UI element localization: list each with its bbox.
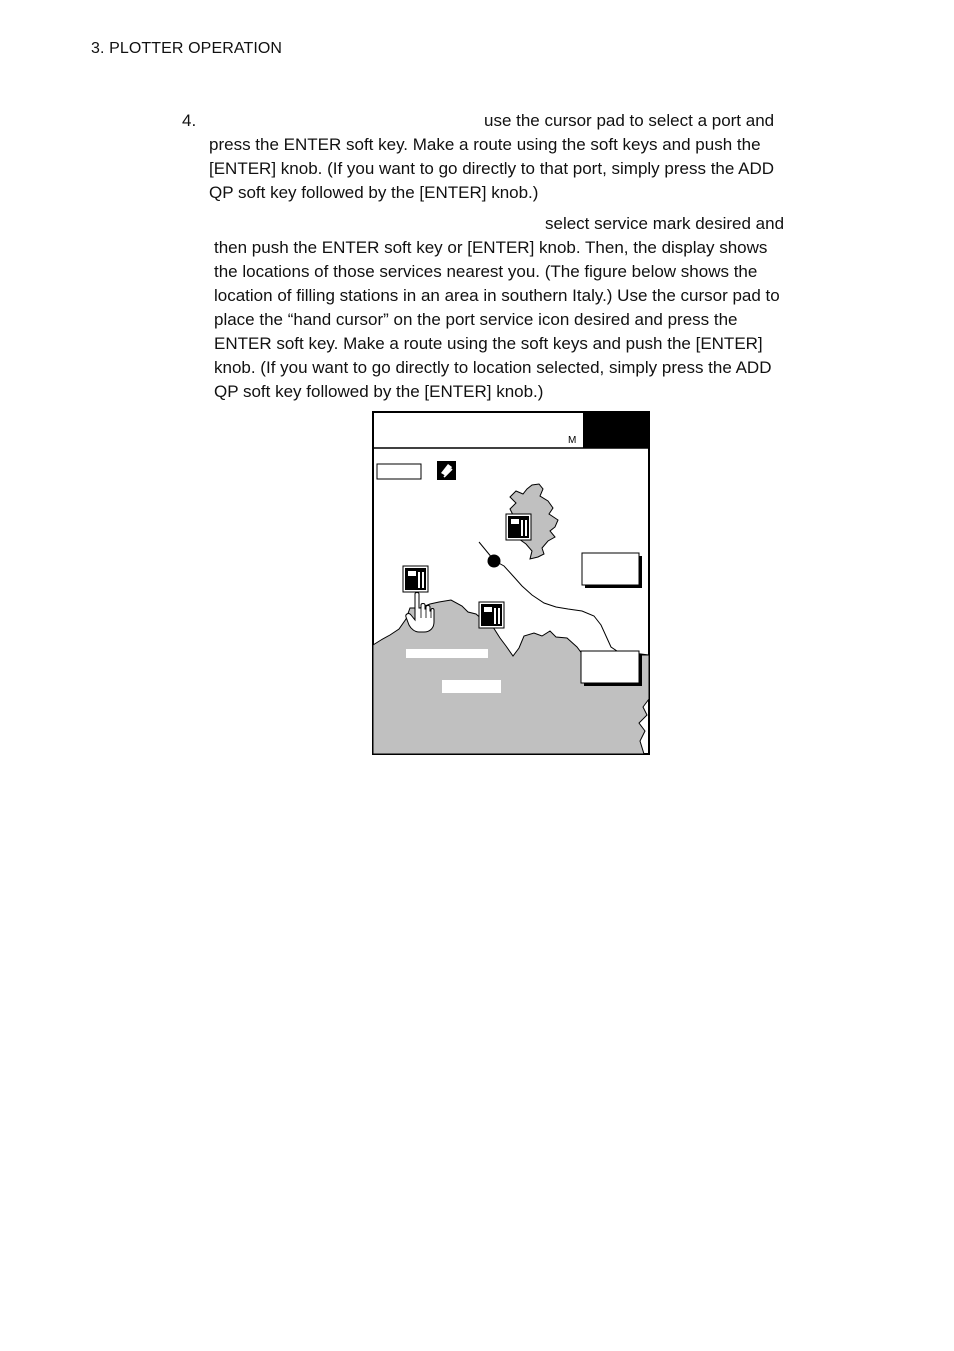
place-label-bar (442, 680, 501, 693)
info-box-upper (582, 553, 642, 588)
top-bar-black-box (583, 412, 649, 448)
port-services-figure (372, 411, 650, 755)
paragraph-line: ENTER soft key. Make a route using the soft keys and push the [ENTER] (214, 334, 763, 353)
paragraph-line: QP soft key followed by the [ENTER] knob.) (214, 382, 544, 401)
paragraph-line: then push the ENTER soft key or [ENTER] knob. Then, the display shows (214, 238, 768, 257)
top-bar-mark: M (568, 435, 577, 446)
paragraph-line: place the “hand cursor” on the port service icon desired and press the (214, 310, 738, 329)
fuel-pump-icon (506, 514, 531, 540)
step-paragraph-1 (209, 109, 774, 205)
blank-label-box (377, 464, 421, 479)
paragraph-line: select service mark desired and (545, 214, 785, 233)
running-header: 3. PLOTTER OPERATION (91, 40, 283, 57)
info-box-lower (581, 651, 642, 686)
paragraph-line: location of filling stations in an area in southern Italy.) Use the cursor pad to (214, 286, 780, 305)
chart-plotter-screen (372, 411, 650, 755)
step-paragraph-2 (214, 212, 784, 404)
paragraph-line: the locations of those services nearest you. (The figure below shows the (214, 262, 758, 281)
paragraph-line: press the ENTER soft key. Make a route using the soft keys and push the (209, 135, 761, 154)
paragraph-line: use the cursor pad to select a port and (484, 111, 775, 130)
paragraph-line: QP soft key followed by the [ENTER] knob.) (209, 183, 539, 202)
fuel-pump-icon (403, 566, 428, 592)
own-ship-marker (488, 555, 501, 568)
fuel-pump-icon (479, 602, 504, 628)
place-label-bar (406, 649, 488, 658)
paragraph-line: [ENTER] knob. (If you want to go directly to that port, simply press the ADD (209, 159, 775, 178)
service-mark-icon (437, 461, 456, 480)
step-number: 4. (182, 111, 197, 130)
paragraph-line: knob. (If you want to go directly to location selected, simply press the ADD (214, 358, 772, 377)
